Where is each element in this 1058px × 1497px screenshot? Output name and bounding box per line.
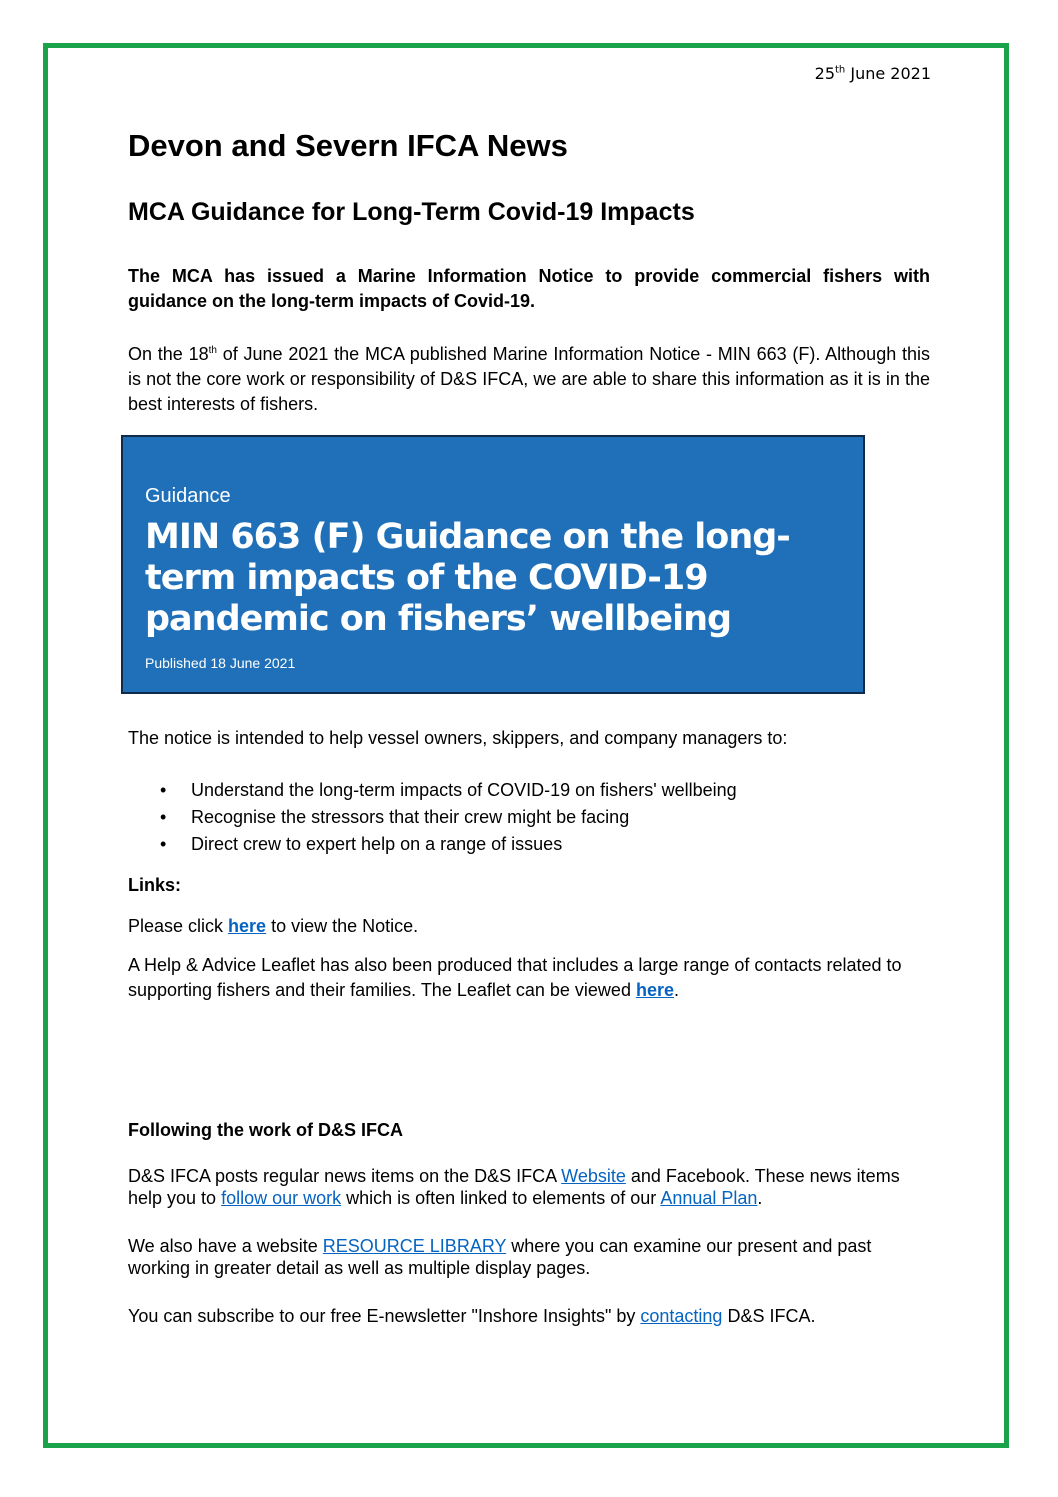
click-line: Please click here to view the Notice. bbox=[128, 916, 419, 936]
list-item: • Understand the long-term impacts of COVID-19 on fishers' wellbeing bbox=[128, 777, 737, 804]
library-paragraph: We also have a website RESOURCE LIBRARY where you can examine our present and past working in greater detail as well as multiple display pages. bbox=[128, 1236, 872, 1278]
contacting-link[interactable]: contacting bbox=[640, 1306, 723, 1326]
list-item: • Direct crew to expert help on a range of issues bbox=[128, 831, 737, 858]
resource-library-link[interactable]: RESOURCE LIBRARY bbox=[322, 1236, 507, 1256]
page-title: Devon and Severn IFCA News bbox=[128, 128, 568, 163]
lead-paragraph: The MCA has issued a Marine Information Notice to provide commercial fishers with guidance on the long-term impacts of Covid-19. bbox=[128, 266, 930, 311]
follow-our-work-link[interactable]: follow our work bbox=[221, 1188, 342, 1208]
article-title: MCA Guidance for Long-Term Covid-19 Impacts bbox=[128, 198, 695, 226]
news-paragraph: D&S IFCA posts regular news items on the D&S IFCA Website and Facebook. These news items help you to follow our work which is often linked to elements of our Annual Plan. bbox=[128, 1166, 900, 1208]
website-link[interactable]: Website bbox=[561, 1166, 626, 1186]
intro-paragraph: On the 18th of June 2021 the MCA published Marine Information Notice - MIN 663 (F). Although this is not the core work or responsibility of D&S IFCA, we are able to share this information as it is in the best interests of fishers. bbox=[128, 344, 931, 414]
subscribe-paragraph: You can subscribe to our free E-newsletter "Inshore Insights" by contacting D&S IFCA. bbox=[128, 1306, 816, 1326]
following-heading: Following the work of D&S IFCA bbox=[128, 1120, 403, 1140]
leaflet-paragraph: A Help & Advice Leaflet has also been produced that includes a large range of contacts related to supporting fishers and their families. The Leaflet can be viewed here. bbox=[128, 955, 902, 1000]
guidance-banner-image bbox=[121, 435, 865, 694]
bullet-list bbox=[128, 777, 737, 858]
list-item: • Recognise the stressors that their crew might be facing bbox=[128, 804, 737, 831]
banner-title: MIN 663 (F) Guidance on the long-term impacts of the COVID-19 pandemic on fishers’ wellbeing bbox=[145, 517, 790, 639]
annual-plan-link[interactable]: Annual Plan bbox=[660, 1188, 758, 1208]
banner-published-date: Published 18 June 2021 bbox=[145, 655, 296, 671]
notice-link[interactable]: here bbox=[228, 916, 267, 936]
leaflet-link[interactable]: here bbox=[635, 980, 674, 1000]
document-date: 25th June 2021 bbox=[814, 64, 931, 83]
notice-intro: The notice is intended to help vessel owners, skippers, and company managers to: bbox=[128, 728, 788, 748]
banner-kicker: Guidance bbox=[145, 485, 231, 507]
links-heading: Links: bbox=[128, 875, 182, 895]
